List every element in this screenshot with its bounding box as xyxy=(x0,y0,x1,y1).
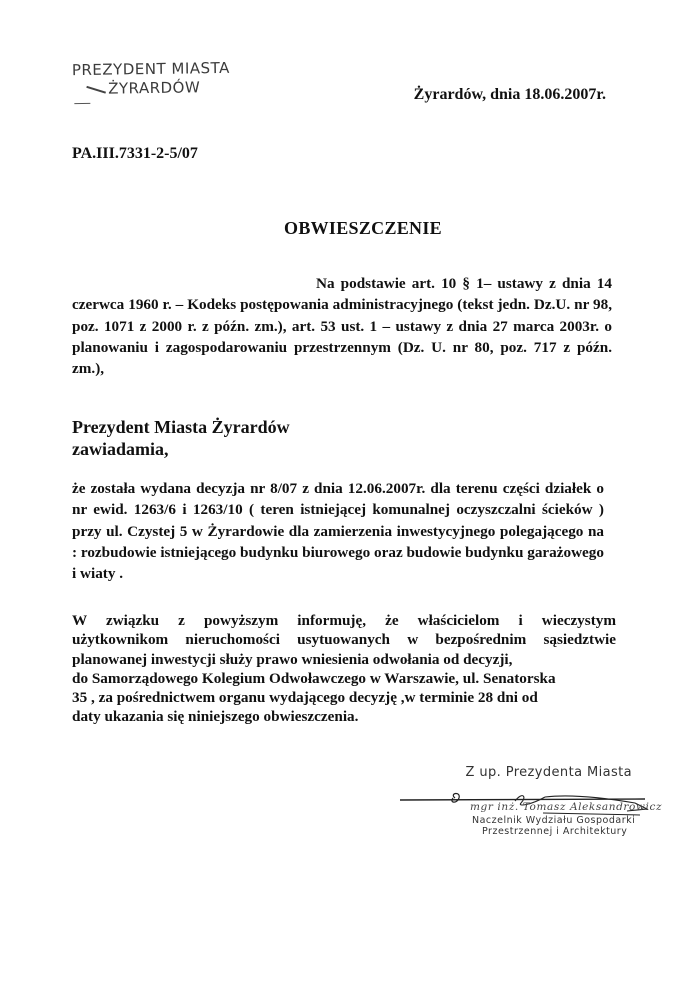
place-and-date: Żyrardów, dnia 18.06.2007r. xyxy=(413,86,606,103)
signatory-role-line-1: Naczelnik Wydziału Gospodarki xyxy=(472,815,636,826)
document-title: OBWIESZCZENIE xyxy=(284,218,442,238)
announcer-verb: zawiadamia, xyxy=(72,439,169,459)
info-line-4: do Samorządowego Kolegium Odwoławczego w Warszawie, ul. Senatorska xyxy=(72,669,556,687)
stamp-line-2: ŻYRARDÓW xyxy=(86,78,230,98)
decision-paragraph: że została wydana decyzja nr 8/07 z dnia 12.06.2007r. dla terenu części działek o nr ewid. 1263/6 i 1263/10 ( teren istniejącej komunalnej oczyszczalni ścieków ) przy ul. Czystej 5 w Żyrardowie dla zamierzenia inwestycyjnego polegającego na : rozbudowie istniejącego budynku biurowego oraz budowie budynku garażowego i wiaty . xyxy=(72,480,604,583)
info-line-3: planowanej inwestycji służy prawo wniesienia odwołania od decyzji, xyxy=(72,650,513,668)
signatory-role xyxy=(472,815,635,837)
information-paragraph xyxy=(72,611,616,727)
on-behalf-stamp: Z up. Prezydenta Miasta xyxy=(465,765,632,780)
reference-number: PA.III.7331-2-5/07 xyxy=(72,145,198,162)
stamp-dash xyxy=(74,103,90,104)
info-line-1: W związku z powyższym informuję, że właścicielom i wieczystym xyxy=(72,612,616,629)
info-line-5: 35 , za pośrednictwem organu wydającego decyzję ,w terminie 28 dni od xyxy=(72,689,538,707)
stamp-line-1: PREZYDENT MIASTA xyxy=(71,58,230,80)
signatory-role-line-2: Przestrzennej i Architektury xyxy=(482,826,628,837)
office-stamp xyxy=(72,59,230,98)
info-line-6: daty ukazania się niniejszego obwieszczenia. xyxy=(72,708,359,726)
announcer-block xyxy=(72,416,290,460)
legal-basis-paragraph: Na podstawie art. 10 § 1– ustawy z dnia 14 czerwca 1960 r. – Kodeks postępowania administracyjnego (tekst jedn. Dz.U. nr 98, poz. 1071 z 2000 r. z późn. zm.), art. 53 ust. 1 – ustawy z dnia 27 marca 2003r. o planowaniu i zagospodarowaniu przestrzennym (Dz. U. nr 80, poz. 717 z późn. zm.), xyxy=(72,275,612,378)
info-line-2: użytkownikom nieruchomości usytuowanych w bezpośrednim sąsiedztwie xyxy=(72,631,616,649)
signatory-name: mgr inż. Tomasz Aleksandrowicz xyxy=(470,801,663,813)
announcer-name: Prezydent Miasta Żyrardów xyxy=(72,417,290,437)
